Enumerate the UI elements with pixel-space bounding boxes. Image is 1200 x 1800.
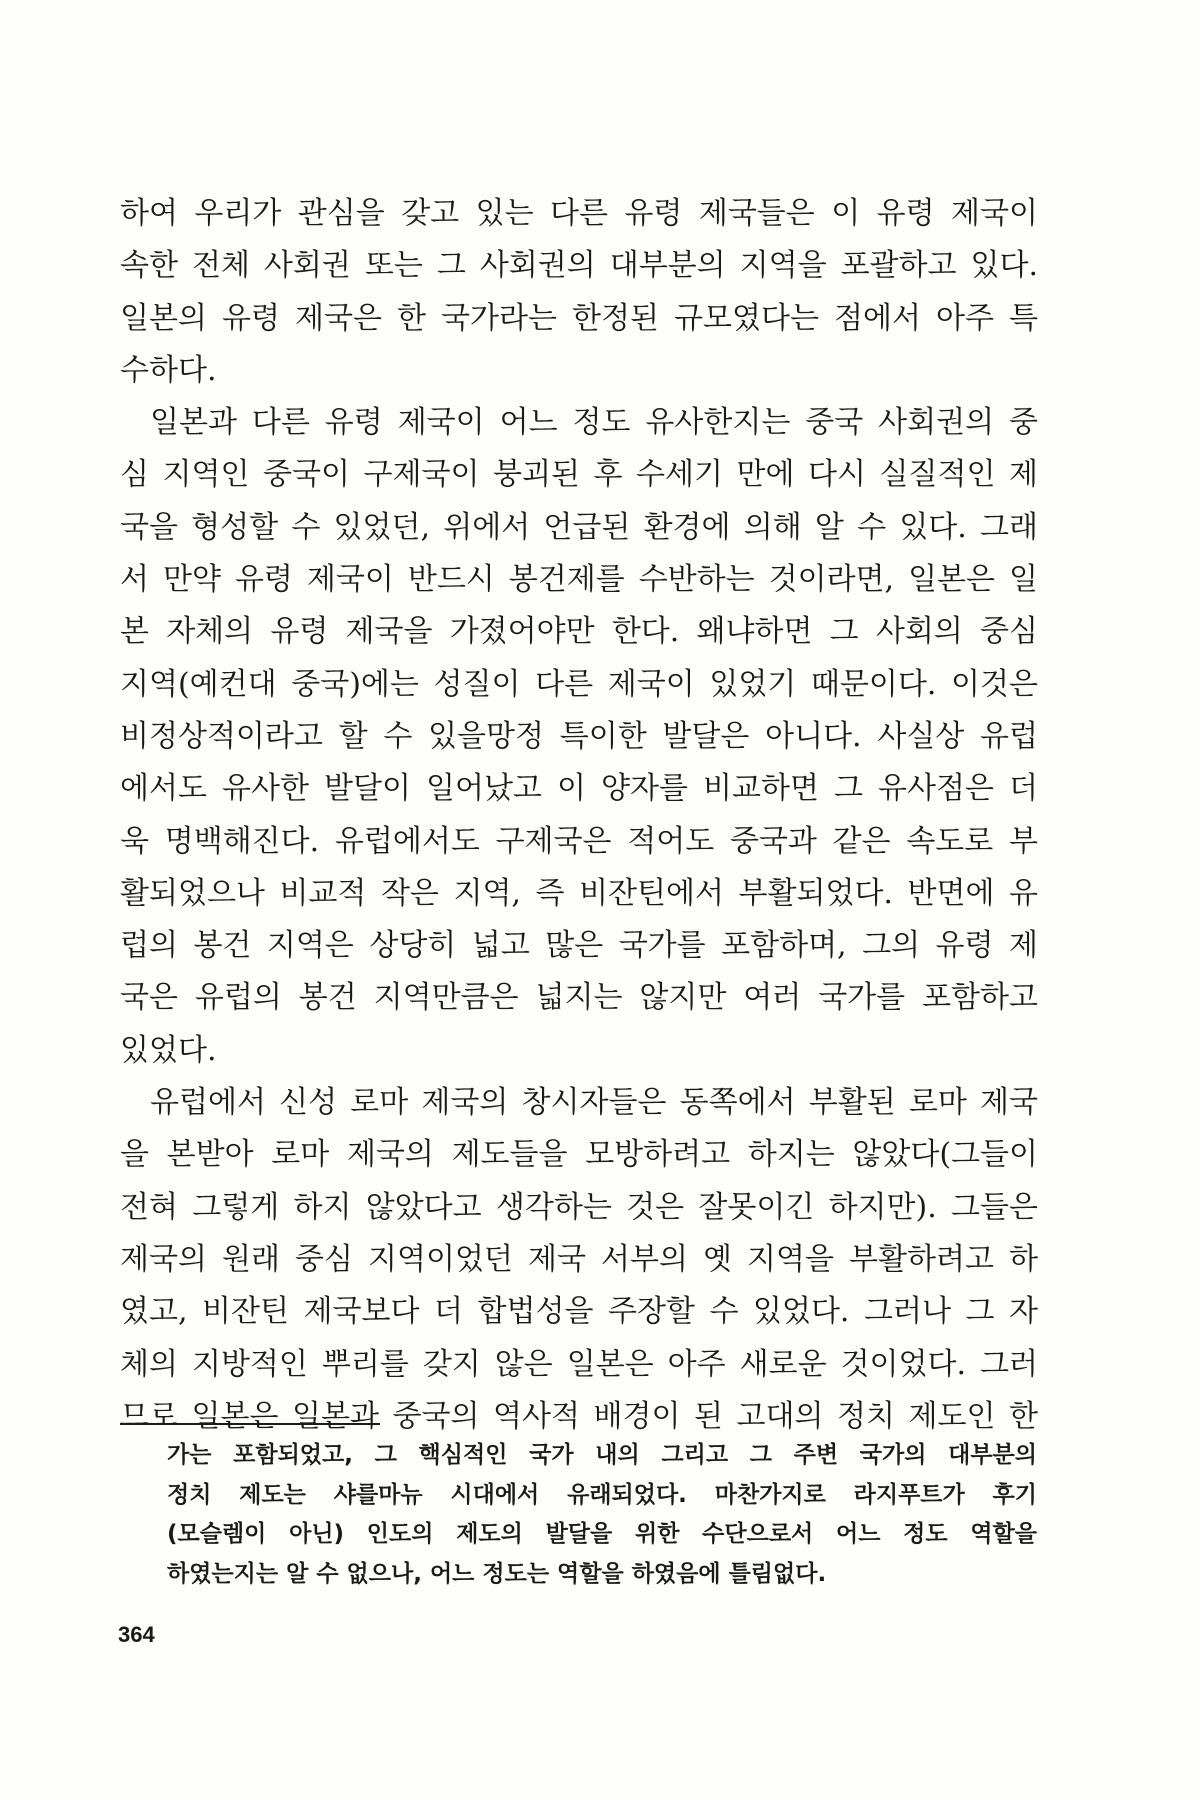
footnote-line: 가는 포함되었고, 그 핵심적인 국가 내의 그리고 그 주변 국가의 대부분의: [167, 1442, 1037, 1468]
body-line: 서 만약 유령 제국이 반드시 봉건제를 수반하는 것이라면, 일본은 일: [120, 562, 1038, 598]
body-line: 럽의 봉건 지역은 상당히 넓고 많은 국가를 포함하며, 그의 유령 제: [120, 928, 1038, 964]
page-number: 364: [118, 1622, 155, 1647]
body-line: 일본과 다른 유령 제국이 어느 정도 유사한지는 중국 사회권의 중: [150, 405, 1038, 441]
body-line: 심 지역인 중국이 구제국이 붕괴된 후 수세기 만에 다시 실질적인 제: [120, 457, 1038, 493]
body-line: 국을 형성할 수 있었던, 위에서 언급된 환경에 의해 알 수 있다. 그래: [120, 509, 1038, 545]
body-line: 일본의 유령 제국은 한 국가라는 한정된 규모였다는 점에서 아주 특: [120, 300, 1038, 336]
body-line: 므로 일본은 일본과 중국의 역사적 배경이 된 고대의 정치 제도인 한: [120, 1398, 1038, 1434]
body-line: 을 본받아 로마 제국의 제도들을 모방하려고 하지는 않았다(그들이: [120, 1137, 1038, 1173]
body-line: 하여 우리가 관심을 갖고 있는 다른 유령 제국들은 이 유령 제국이: [120, 196, 1038, 231]
body-line: 유럽에서 신성 로마 제국의 창시자들은 동쪽에서 부활된 로마 제국: [150, 1085, 1038, 1121]
body-line: 비정상적이라고 할 수 있을망정 특이한 발달은 아니다. 사실상 유럽: [120, 718, 1038, 754]
footnote-line: 정치 제도는 샤를마뉴 시대에서 유래되었다. 마찬가지로 라지푸트가 후기: [167, 1481, 1037, 1508]
body-line: 활되었으나 비교적 작은 지역, 즉 비잔틴에서 부활되었다. 반면에 유: [120, 875, 1038, 911]
body-line: 수하다.: [120, 352, 217, 388]
footnote-divider: [120, 1423, 380, 1425]
body-line: 전혀 그렇게 하지 않았다고 생각하는 것은 잘못이긴 하지만). 그들은: [120, 1189, 1038, 1225]
body-text: [120, 188, 1038, 1443]
footnote-line: (모슬렘이 아닌) 인도의 제도의 발달을 위한 수단으로서 어느 정도 역할을: [167, 1521, 1037, 1547]
body-line: 있었다.: [120, 1032, 217, 1068]
body-line: 제국의 원래 중심 지역이었던 제국 서부의 옛 지역을 부활하려고 하: [120, 1241, 1038, 1277]
body-line: 지역(예컨대 중국)에는 성질이 다른 제국이 있었기 때문이다. 이것은: [120, 666, 1038, 702]
body-line: 속한 전체 사회권 또는 그 사회권의 대부분의 지역을 포괄하고 있다.: [120, 248, 1038, 284]
body-line: 였고, 비잔틴 제국보다 더 합법성을 주장할 수 있었다. 그러나 그 자: [120, 1294, 1038, 1330]
body-line: 에서도 유사한 발달이 일어났고 이 양자를 비교하면 그 유사점은 더: [120, 771, 1038, 807]
body-line: 국은 유럽의 봉건 지역만큼은 넓지는 않지만 여러 국가를 포함하고: [120, 980, 1038, 1016]
body-line: 욱 명백해진다. 유럽에서도 구제국은 적어도 중국과 같은 속도로 부: [120, 823, 1038, 859]
footnote: [167, 1436, 1037, 1594]
body-line: 본 자체의 유령 제국을 가졌어야만 한다. 왜냐하면 그 사회의 중심: [120, 614, 1038, 650]
footnote-line: 하였는지는 알 수 없으나, 어느 정도는 역할을 하였음에 틀림없다.: [167, 1560, 827, 1587]
body-line: 체의 지방적인 뿌리를 갖지 않은 일본은 아주 새로운 것이었다. 그러: [120, 1346, 1038, 1382]
